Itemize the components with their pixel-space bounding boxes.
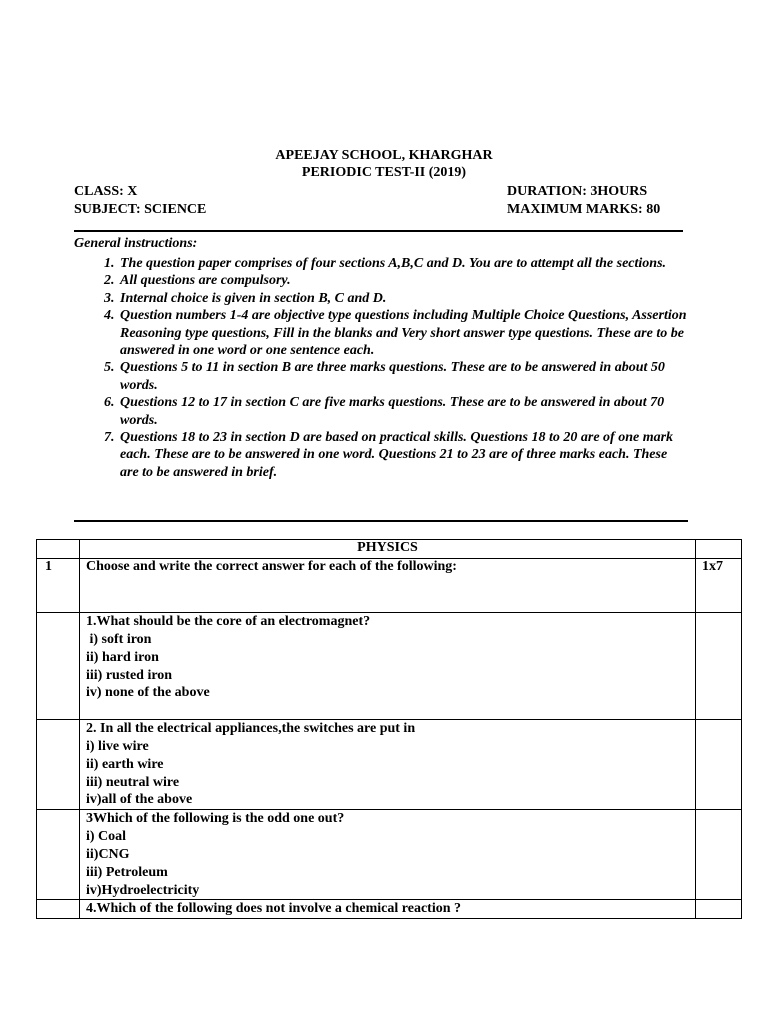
option: i) live wire [86, 739, 149, 754]
sub-question [80, 720, 696, 810]
option: i) Coal [86, 829, 127, 845]
empty-cell [37, 613, 80, 720]
option: iv)Hydroelectricity [86, 882, 200, 898]
table-row [37, 613, 742, 720]
empty-cell [696, 720, 742, 810]
empty-cell [696, 613, 742, 720]
subject-label: SUBJECT: SCIENCE [74, 202, 207, 217]
option: ii)CNG [86, 846, 130, 862]
school-name: APEEJAY SCHOOL, KHARGHAR [275, 148, 493, 163]
instructions-divider [74, 520, 688, 522]
question-marks: 1x7 [696, 559, 742, 613]
test-title: PERIODIC TEST-II (2019) [301, 165, 467, 180]
sub-question-text: 2. In all the electrical appliances,the switches are put in [86, 721, 416, 736]
option: ii) earth wire [86, 756, 164, 772]
sub-question-text: 3Which of the following is the odd one out? [86, 811, 345, 827]
option: iii) Petroleum [86, 864, 168, 880]
class-label: CLASS: X [74, 184, 138, 199]
section-heading: PHYSICS [80, 540, 696, 559]
table-row [37, 540, 742, 559]
instruction-item: 6. Questions 12 to 17 in section C are five marks questions. These are to be answered in about 70 words. [118, 394, 689, 429]
instructions-title: General instructions: [74, 236, 198, 251]
sub-question-text: 1.What should be the core of an electromagnet? [86, 614, 371, 629]
empty-cell [37, 900, 80, 919]
option: iv)all of the above [86, 792, 193, 808]
instruction-item: 3. Internal choice is given in section B, C and D. [118, 290, 689, 307]
empty-cell [696, 900, 742, 919]
empty-cell [37, 540, 80, 559]
question-text: Choose and write the correct answer for each of the following: [80, 559, 696, 613]
option: iii) neutral wire [86, 774, 180, 790]
header-divider [74, 230, 683, 232]
empty-cell [696, 810, 742, 900]
sub-question-text: 4.Which of the following does not involve a chemical reaction ? [86, 901, 461, 917]
table-row [37, 810, 742, 900]
instruction-item: 2. All questions are compulsory. [118, 272, 689, 289]
instruction-item: 5. Questions 5 to 11 in section B are three marks questions. These are to be answered in about 50 words. [118, 359, 689, 394]
option: iii) rusted iron [86, 667, 173, 683]
table-row [37, 900, 742, 919]
instructions-list [74, 255, 689, 481]
sub-question [80, 900, 696, 919]
option: iv) none of the above [86, 685, 210, 701]
empty-cell [37, 720, 80, 810]
instruction-item: 4. Question numbers 1-4 are objective type questions including Multiple Choice Questions, Assertion Reasoning type questions, Fill in the blanks and Very short answer type questions. These are to be answered in one word or one sentence each. [118, 307, 689, 359]
duration-label: DURATION: 3HOURS [507, 184, 648, 199]
table-row [37, 559, 742, 613]
instruction-item: 7. Questions 18 to 23 in section D are based on practical skills. Questions 18 to 20 are of one mark each. These are to be answered in one word. Questions 21 to 23 are of three marks each. These are to be answered in brief. [118, 429, 689, 481]
max-marks-label: MAXIMUM MARKS: 80 [507, 202, 661, 217]
table-row [37, 720, 742, 810]
instruction-item: 1. The question paper comprises of four sections A,B,C and D. You are to attempt all the sections. [118, 255, 689, 272]
option: ii) hard iron [86, 649, 159, 665]
option: i) soft iron [86, 632, 152, 647]
sub-question [80, 810, 696, 900]
question-table [36, 539, 742, 919]
empty-cell [37, 810, 80, 900]
empty-cell [696, 540, 742, 559]
sub-question [80, 613, 696, 720]
question-number: 1 [37, 559, 80, 613]
